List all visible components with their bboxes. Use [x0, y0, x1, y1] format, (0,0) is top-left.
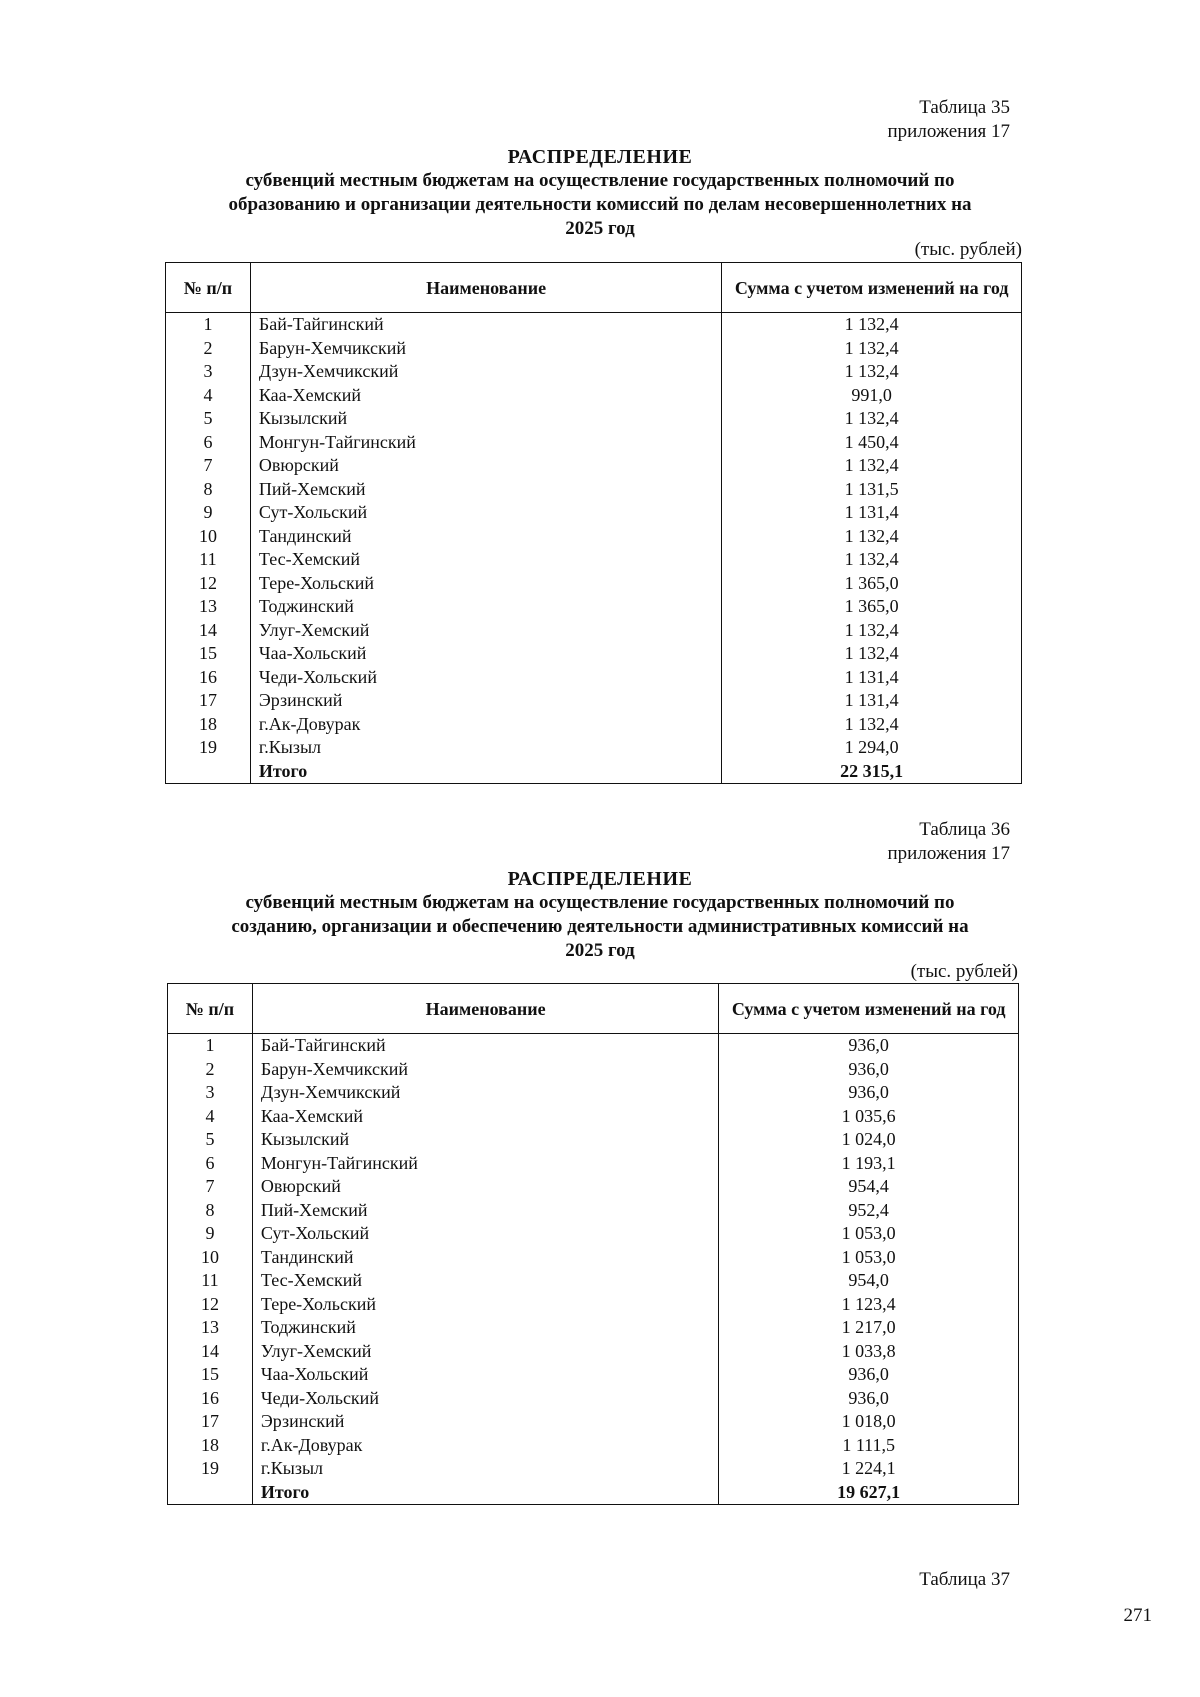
row-name-cell: Каа-Хемский — [252, 1105, 718, 1129]
table-row — [166, 572, 1022, 596]
row-sum-cell: 936,0 — [719, 1363, 1019, 1387]
table-subtitle-line: 2025 год — [565, 940, 635, 961]
table-number: Таблица 35 — [919, 97, 1010, 118]
row-number-cell: 16 — [168, 1387, 253, 1411]
row-sum-cell: 954,0 — [719, 1269, 1019, 1293]
table-row — [168, 1128, 1019, 1152]
table-caption — [888, 96, 1010, 144]
table-row — [168, 1199, 1019, 1223]
column-header-name: Наименование — [250, 263, 721, 313]
table-row — [168, 1340, 1019, 1364]
table-row — [166, 525, 1022, 549]
row-number-cell: 9 — [166, 501, 251, 525]
row-number-cell: 4 — [166, 384, 251, 408]
row-sum-cell: 1 132,4 — [722, 713, 1022, 737]
row-name-cell: Улуг-Хемский — [250, 619, 721, 643]
row-number-cell: 8 — [168, 1199, 253, 1223]
total-number-cell — [168, 1481, 253, 1505]
row-name-cell: Сут-Хольский — [250, 501, 721, 525]
row-number-cell: 16 — [166, 666, 251, 690]
row-sum-cell: 1 018,0 — [719, 1410, 1019, 1434]
row-name-cell: Бай-Тайгинский — [252, 1034, 718, 1058]
row-name-cell: Овюрский — [252, 1175, 718, 1199]
row-number-cell: 12 — [166, 572, 251, 596]
total-sum: 19 627,1 — [719, 1481, 1019, 1505]
row-sum-cell: 1 111,5 — [719, 1434, 1019, 1458]
column-header-number: № п/п — [168, 984, 253, 1034]
row-number-cell: 3 — [168, 1081, 253, 1105]
row-sum-cell: 1 365,0 — [722, 572, 1022, 596]
row-number-cell: 6 — [166, 431, 251, 455]
table-row — [166, 548, 1022, 572]
row-sum-cell: 1 131,4 — [722, 666, 1022, 690]
row-name-cell: Овюрский — [250, 454, 721, 478]
row-sum-cell: 1 123,4 — [719, 1293, 1019, 1317]
row-number-cell: 18 — [166, 713, 251, 737]
table-row — [168, 1387, 1019, 1411]
row-name-cell: Эрзинский — [250, 689, 721, 713]
table-row — [168, 1457, 1019, 1481]
table-row — [168, 1034, 1019, 1058]
row-number-cell: 10 — [168, 1246, 253, 1270]
row-name-cell: Тандинский — [250, 525, 721, 549]
row-number-cell: 11 — [168, 1269, 253, 1293]
row-name-cell: Барун-Хемчикский — [252, 1058, 718, 1082]
row-number-cell: 12 — [168, 1293, 253, 1317]
table-row — [168, 1152, 1019, 1176]
row-number-cell: 4 — [168, 1105, 253, 1129]
table-row — [166, 313, 1022, 337]
row-number-cell: 9 — [168, 1222, 253, 1246]
row-name-cell: Каа-Хемский — [250, 384, 721, 408]
table-row — [168, 1316, 1019, 1340]
row-sum-cell: 1 365,0 — [722, 595, 1022, 619]
row-number-cell: 7 — [168, 1175, 253, 1199]
table-row — [168, 1081, 1019, 1105]
table-number: Таблица 36 — [919, 819, 1010, 840]
column-header-number: № п/п — [166, 263, 251, 313]
row-name-cell: Тоджинский — [252, 1316, 718, 1340]
row-number-cell: 15 — [166, 642, 251, 666]
table-header-row — [166, 263, 1022, 313]
row-sum-cell: 1 294,0 — [722, 736, 1022, 760]
row-sum-cell: 1 131,4 — [722, 501, 1022, 525]
row-sum-cell: 936,0 — [719, 1034, 1019, 1058]
row-name-cell: Монгун-Тайгинский — [252, 1152, 718, 1176]
row-name-cell: Тере-Хольский — [252, 1293, 718, 1317]
row-number-cell: 2 — [166, 337, 251, 361]
row-number-cell: 5 — [166, 407, 251, 431]
column-header-sum: Сумма с учетом изменений на год — [719, 984, 1019, 1034]
units-label: (тыс. рублей) — [914, 239, 1022, 260]
column-header-name: Наименование — [252, 984, 718, 1034]
total-number-cell — [166, 760, 251, 784]
row-number-cell: 19 — [166, 736, 251, 760]
row-sum-cell: 1 035,6 — [719, 1105, 1019, 1129]
row-number-cell: 19 — [168, 1457, 253, 1481]
table-row — [166, 431, 1022, 455]
row-number-cell: 18 — [168, 1434, 253, 1458]
table-row — [166, 337, 1022, 361]
next-table-caption: Таблица 37 — [919, 1569, 1010, 1590]
row-sum-cell: 1 131,4 — [722, 689, 1022, 713]
table-row — [166, 736, 1022, 760]
row-name-cell: Монгун-Тайгинский — [250, 431, 721, 455]
total-row — [168, 1481, 1019, 1505]
row-number-cell: 17 — [168, 1410, 253, 1434]
table-row — [166, 360, 1022, 384]
table-row — [168, 1410, 1019, 1434]
row-number-cell: 1 — [166, 313, 251, 337]
total-sum: 22 315,1 — [722, 760, 1022, 784]
row-sum-cell: 952,4 — [719, 1199, 1019, 1223]
row-sum-cell: 1 132,4 — [722, 454, 1022, 478]
table-heading — [190, 145, 1010, 241]
table-row — [166, 595, 1022, 619]
table-row — [168, 1058, 1019, 1082]
row-sum-cell: 954,4 — [719, 1175, 1019, 1199]
row-sum-cell: 1 132,4 — [722, 337, 1022, 361]
row-number-cell: 11 — [166, 548, 251, 572]
row-sum-cell: 1 450,4 — [722, 431, 1022, 455]
table-caption — [888, 818, 1010, 866]
table-subtitle-line: 2025 год — [565, 218, 635, 239]
row-sum-cell: 936,0 — [719, 1058, 1019, 1082]
table-row — [166, 407, 1022, 431]
row-name-cell: Тес-Хемский — [252, 1269, 718, 1293]
table-row — [166, 454, 1022, 478]
row-sum-cell: 1 024,0 — [719, 1128, 1019, 1152]
table-subtitle-line: образованию и организации деятельности комиссий по делам несовершеннолетних на — [228, 194, 972, 215]
table-subtitle-line: субвенций местным бюджетам на осуществление государственных полномочий по — [245, 892, 955, 913]
row-name-cell: Пий-Хемский — [252, 1199, 718, 1223]
total-label: Итого — [250, 760, 721, 784]
row-sum-cell: 1 132,4 — [722, 642, 1022, 666]
total-label: Итого — [252, 1481, 718, 1505]
page-number: 271 — [1123, 1605, 1152, 1626]
table-row — [168, 1363, 1019, 1387]
row-sum-cell: 1 131,5 — [722, 478, 1022, 502]
table-row — [166, 689, 1022, 713]
table-row — [168, 1269, 1019, 1293]
table-subtitle-line: созданию, организации и обеспечению деятельности административных комиссий на — [231, 916, 969, 937]
row-number-cell: 6 — [168, 1152, 253, 1176]
row-sum-cell: 1 033,8 — [719, 1340, 1019, 1364]
table-row — [166, 619, 1022, 643]
total-row — [166, 760, 1022, 784]
row-name-cell: г.Ак-Довурак — [250, 713, 721, 737]
table-row — [166, 666, 1022, 690]
row-number-cell: 14 — [168, 1340, 253, 1364]
table-row — [166, 501, 1022, 525]
row-number-cell: 10 — [166, 525, 251, 549]
row-sum-cell: 1 132,4 — [722, 619, 1022, 643]
table-row — [166, 713, 1022, 737]
row-name-cell: г.Кызыл — [252, 1457, 718, 1481]
table-title: РАСПРЕДЕЛЕНИЕ — [507, 868, 693, 890]
row-number-cell: 7 — [166, 454, 251, 478]
table-row — [166, 478, 1022, 502]
row-name-cell: Пий-Хемский — [250, 478, 721, 502]
row-number-cell: 1 — [168, 1034, 253, 1058]
row-number-cell: 13 — [166, 595, 251, 619]
row-name-cell: Чеди-Хольский — [252, 1387, 718, 1411]
row-name-cell: Дзун-Хемчикский — [252, 1081, 718, 1105]
row-name-cell: Дзун-Хемчикский — [250, 360, 721, 384]
row-sum-cell: 1 193,1 — [719, 1152, 1019, 1176]
row-sum-cell: 1 053,0 — [719, 1222, 1019, 1246]
row-name-cell: Тоджинский — [250, 595, 721, 619]
row-sum-cell: 1 217,0 — [719, 1316, 1019, 1340]
table-heading — [190, 867, 1010, 963]
row-number-cell: 15 — [168, 1363, 253, 1387]
table-row — [168, 1222, 1019, 1246]
row-name-cell: Чаа-Хольский — [252, 1363, 718, 1387]
row-name-cell: г.Ак-Довурак — [252, 1434, 718, 1458]
row-sum-cell: 1 132,4 — [722, 313, 1022, 337]
row-name-cell: Кызылский — [250, 407, 721, 431]
row-number-cell: 13 — [168, 1316, 253, 1340]
row-sum-cell: 1 132,4 — [722, 525, 1022, 549]
row-sum-cell: 1 132,4 — [722, 407, 1022, 431]
table-row — [168, 1434, 1019, 1458]
row-name-cell: Тес-Хемский — [250, 548, 721, 572]
table-row — [168, 1175, 1019, 1199]
row-number-cell: 17 — [166, 689, 251, 713]
row-number-cell: 14 — [166, 619, 251, 643]
appendix-reference: приложения 17 — [887, 843, 1010, 864]
row-number-cell: 8 — [166, 478, 251, 502]
row-sum-cell: 936,0 — [719, 1387, 1019, 1411]
column-header-sum: Сумма с учетом изменений на год — [722, 263, 1022, 313]
row-name-cell: Барун-Хемчикский — [250, 337, 721, 361]
row-name-cell: Чеди-Хольский — [250, 666, 721, 690]
row-number-cell: 5 — [168, 1128, 253, 1152]
table-row — [166, 384, 1022, 408]
table-row — [168, 1293, 1019, 1317]
row-number-cell: 2 — [168, 1058, 253, 1082]
row-sum-cell: 1 132,4 — [722, 548, 1022, 572]
table-subtitle-line: субвенций местным бюджетам на осуществление государственных полномочий по — [245, 170, 955, 191]
budget-table — [165, 262, 1022, 784]
row-sum-cell: 936,0 — [719, 1081, 1019, 1105]
row-number-cell: 3 — [166, 360, 251, 384]
table-row — [168, 1246, 1019, 1270]
row-sum-cell: 991,0 — [722, 384, 1022, 408]
row-name-cell: Эрзинский — [252, 1410, 718, 1434]
row-name-cell: Чаа-Хольский — [250, 642, 721, 666]
table-row — [166, 642, 1022, 666]
row-sum-cell: 1 224,1 — [719, 1457, 1019, 1481]
units-label: (тыс. рублей) — [910, 961, 1018, 982]
row-name-cell: Бай-Тайгинский — [250, 313, 721, 337]
budget-table — [167, 983, 1019, 1505]
row-name-cell: Тандинский — [252, 1246, 718, 1270]
row-name-cell: Тере-Хольский — [250, 572, 721, 596]
row-sum-cell: 1 132,4 — [722, 360, 1022, 384]
row-sum-cell: 1 053,0 — [719, 1246, 1019, 1270]
table-title: РАСПРЕДЕЛЕНИЕ — [507, 146, 693, 168]
row-name-cell: Сут-Хольский — [252, 1222, 718, 1246]
table-row — [168, 1105, 1019, 1129]
row-name-cell: г.Кызыл — [250, 736, 721, 760]
row-name-cell: Кызылский — [252, 1128, 718, 1152]
appendix-reference: приложения 17 — [887, 121, 1010, 142]
row-name-cell: Улуг-Хемский — [252, 1340, 718, 1364]
table-header-row — [168, 984, 1019, 1034]
